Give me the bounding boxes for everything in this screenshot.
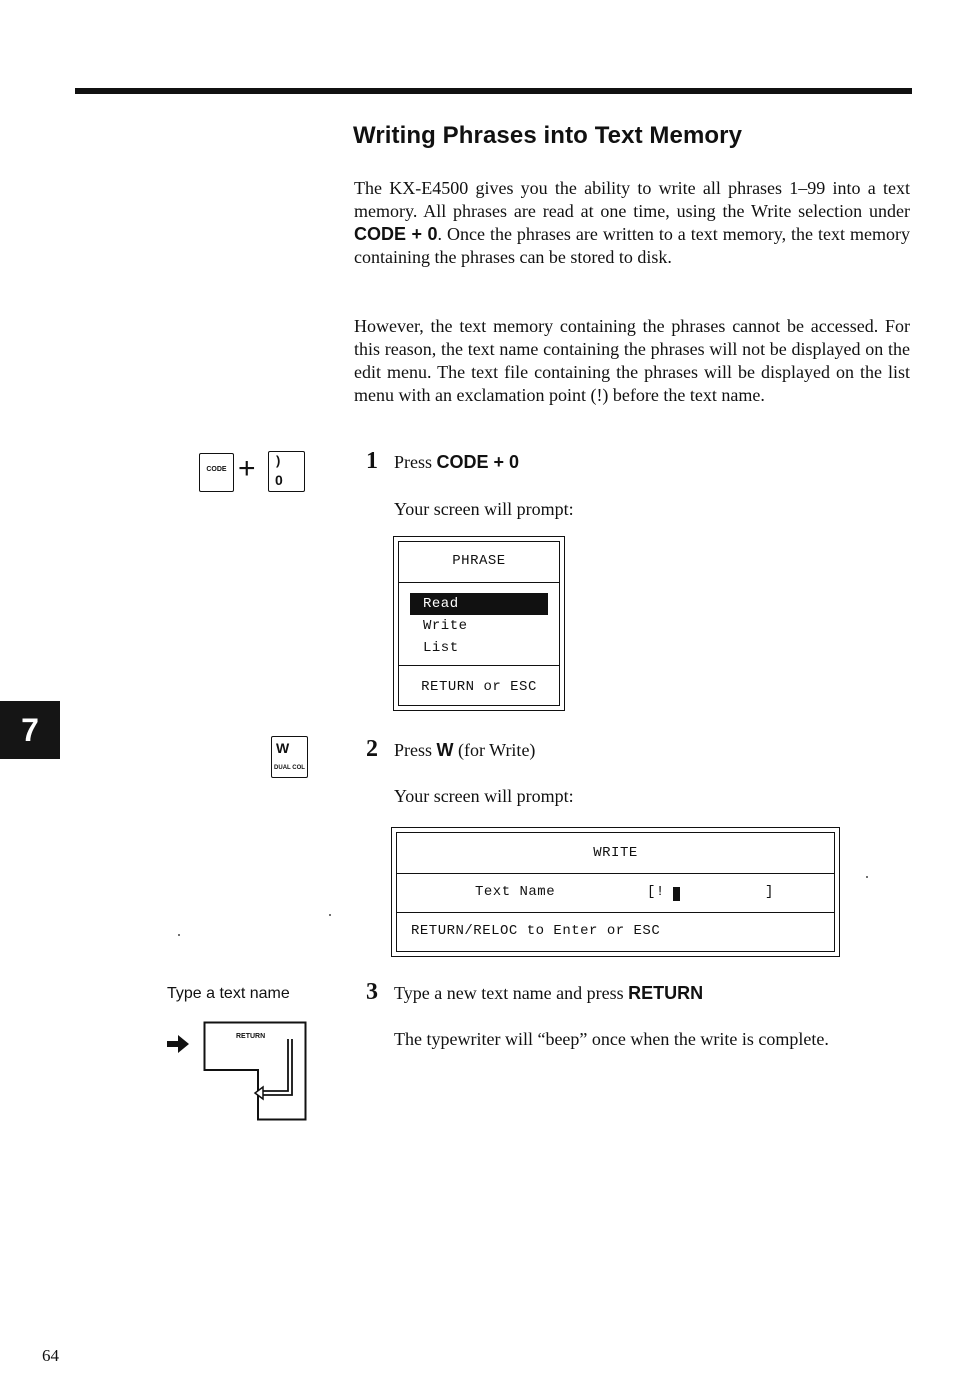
return-key-label: RETURN	[236, 1033, 266, 1040]
step-3-subtext: The typewriter will “beep” once when the write is complete.	[394, 1029, 829, 1049]
step-2-instruction	[394, 740, 535, 760]
text-name-field-close: ]	[765, 884, 774, 900]
step-1-number: 1	[366, 448, 378, 474]
text-name-label: Text Name	[475, 884, 556, 900]
intro-paragraph-1	[354, 177, 910, 269]
intro-paragraph-2: However, the text memory containing the phrases cannot be accessed. For this reason, the text name containing the phrases will not be displayed on the edit menu. The text file containing the phrases will be displayed on the list menu with an exclamation point (!) before the text name.	[354, 316, 910, 405]
w-key-bottom-label: DUAL COL	[274, 765, 305, 771]
right-arrow-icon	[167, 1035, 189, 1053]
step-3-instruction	[394, 983, 703, 1003]
step-1-text: Press	[394, 452, 437, 472]
page-number: 64	[42, 1346, 59, 1365]
intro-p1-text: The KX-E4500 gives you the ability to write all phrases 1–99 into a text memory. All phrases are read at one time, using the Write selection under	[354, 178, 910, 221]
zero-key-icon	[268, 451, 305, 492]
scan-dot	[329, 914, 331, 916]
chapter-tab: 7	[0, 701, 60, 759]
step-2-number: 2	[366, 736, 378, 762]
code-key-icon	[199, 453, 234, 492]
plus-sign: +	[238, 452, 256, 485]
step-2	[366, 736, 535, 763]
section-heading: Writing Phrases into Text Memory	[353, 122, 743, 149]
step-1-subtext: Your screen will prompt:	[394, 499, 574, 519]
w-key-top-label: W	[276, 740, 290, 756]
top-rule	[75, 88, 912, 94]
text-name-field-open: [!	[647, 884, 665, 900]
phrase-menu-item-write[interactable]: Write	[423, 618, 468, 634]
code-key-label: CODE	[206, 466, 227, 473]
w-key-icon	[271, 736, 308, 778]
phrase-menu-title: PHRASE	[452, 553, 506, 569]
phrase-menu-frame	[398, 541, 560, 706]
step-3	[366, 979, 703, 1006]
write-screen-footer: RETURN/RELOC to Enter or ESC	[411, 923, 661, 939]
write-screen-frame	[396, 832, 835, 952]
step-1-keycombo: CODE + 0	[436, 452, 520, 472]
step-3-text: Type a new text name and press	[394, 983, 629, 1003]
side-caption: Type a text name	[167, 985, 290, 1002]
zero-key-top-label: )	[276, 453, 281, 468]
phrase-menu-divider-bottom	[399, 665, 559, 666]
scan-dot	[866, 876, 868, 878]
scan-dot	[178, 934, 180, 936]
phrase-menu-item-list[interactable]: List	[423, 640, 459, 656]
intro-p1-text-end: . Once the phrases are written to a text memory, the text memory containing the phrases can be stored to disk.	[354, 224, 910, 267]
step-3-key: RETURN	[628, 983, 704, 1003]
phrase-menu-footer: RETURN or ESC	[421, 679, 537, 695]
write-screen-divider-top	[397, 873, 834, 874]
step-1	[366, 448, 519, 475]
phrase-menu-screen	[393, 536, 565, 711]
text-cursor	[673, 887, 680, 901]
phrase-menu-divider-top	[399, 582, 559, 583]
phrase-menu-item-read[interactable]: Read	[410, 593, 548, 615]
step-3-number: 3	[366, 979, 378, 1005]
step-2-text: Press	[394, 740, 437, 760]
step-2-key: W	[436, 740, 454, 760]
step-2-text-end: (for Write)	[453, 740, 536, 760]
text-name-field[interactable]	[647, 884, 777, 904]
step-2-subtext: Your screen will prompt:	[394, 786, 574, 806]
step-1-instruction	[394, 452, 519, 472]
write-screen-title: WRITE	[593, 845, 638, 861]
intro-p1-keycombo: CODE + 0	[354, 224, 438, 244]
zero-key-bottom-label: 0	[275, 472, 283, 488]
write-screen	[391, 827, 840, 957]
write-screen-divider-bottom	[397, 912, 834, 913]
